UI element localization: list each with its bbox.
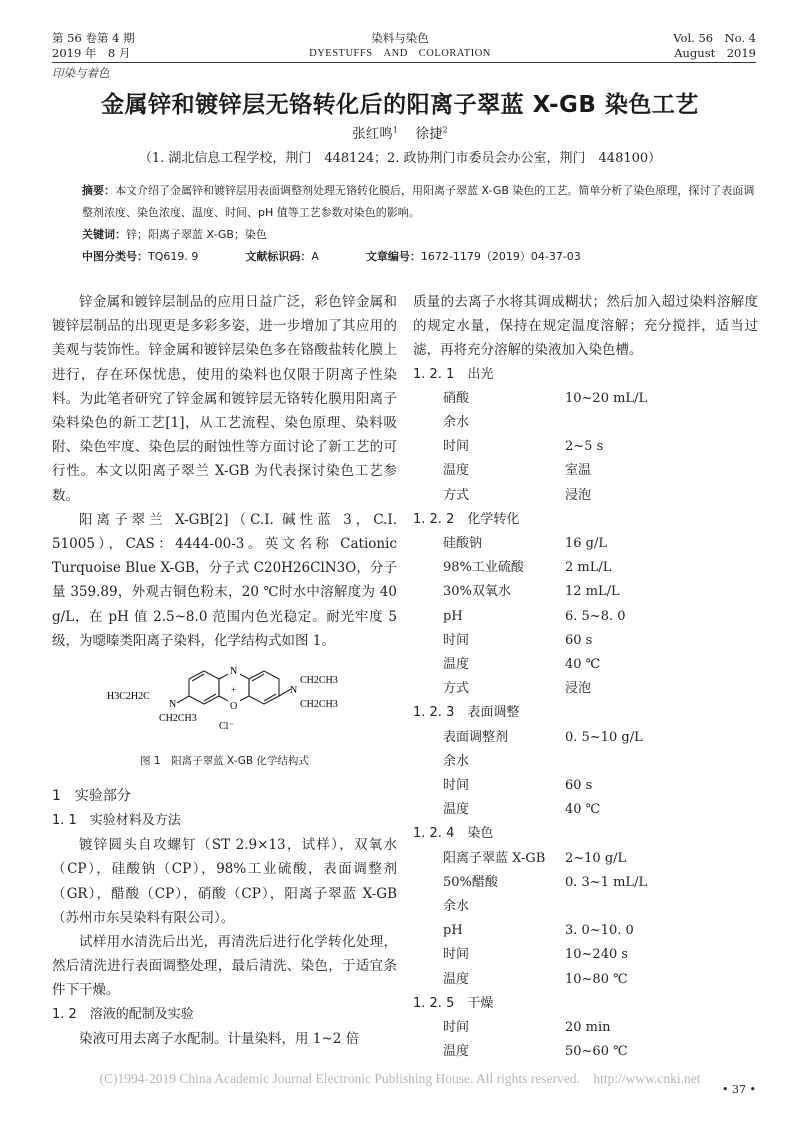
parameter-row — [413, 774, 758, 798]
parameter-row — [413, 580, 758, 604]
parameter-row — [413, 677, 758, 701]
parameter-name: 温度 — [443, 657, 470, 673]
abstract-text: 本文介绍了金属锌和镀锌层用表面调整剂处理无铬转化膜后，用阳离子翠蓝 X-GB 染色的工艺。简单分析了染色原理，探讨了表面调整剂浓度、染色浓度、温度、时间、pH 值等工艺参数对染色的影响。 — [82, 184, 755, 219]
ethyl-group-right-lower: CH2CH3 — [300, 699, 338, 711]
parameter-row — [413, 847, 758, 871]
parameter-name: 温度 — [443, 1044, 470, 1060]
parameter-name: 温度 — [443, 971, 470, 987]
date-en: August 2019 — [674, 46, 756, 60]
parameter-name: 方式 — [443, 681, 470, 697]
process-steps — [413, 363, 758, 1065]
amine-nitrogen-right: N — [290, 685, 298, 697]
doc-code: A — [311, 250, 319, 263]
parameter-value: 20 min — [565, 1020, 611, 1036]
parameter-row — [413, 1016, 758, 1040]
parameter-name: 时间 — [443, 778, 470, 794]
positive-charge: + — [231, 685, 237, 696]
keywords-text: 锌；阳离子翠蓝 X-GB；染色 — [126, 228, 267, 241]
parameter-name: 98%工业硫酸 — [443, 560, 524, 576]
process-step-heading: 1. 2. 4 染色 — [413, 826, 494, 842]
volume-issue-cn: 第 56 卷第 4 期 — [52, 31, 135, 45]
chemical-structure-diagram — [107, 663, 347, 745]
process-step-heading: 1. 2. 1 出光 — [413, 366, 494, 382]
parameter-value: 0. 3~1 mL/L — [565, 874, 648, 890]
author-name: 徐捷 — [415, 126, 443, 142]
parameter-value: 40 ℃ — [565, 657, 601, 673]
parameter-value: 10~80 ℃ — [565, 971, 628, 987]
parameter-row — [413, 411, 758, 435]
parameter-row — [413, 653, 758, 677]
subsection-heading: 1. 1 实验材料及方法 — [52, 813, 181, 829]
parameter-value: 10~240 s — [565, 947, 629, 963]
process-step-heading: 1. 2. 2 化学转化 — [413, 511, 520, 527]
parameter-name: 余水 — [443, 753, 470, 769]
parameter-row — [413, 750, 758, 774]
parameter-value: 60 s — [565, 632, 593, 648]
parameter-value: 50~60 ℃ — [565, 1044, 628, 1060]
parameter-name: 50%醋酸 — [443, 874, 498, 890]
doc-code-label: 文献标识码： — [245, 250, 312, 263]
running-header-right — [673, 31, 756, 61]
ethyl-group-left-upper: H3C2H2C — [107, 691, 150, 703]
parameter-name: 时间 — [443, 947, 470, 963]
parameter-name: 阳离子翠蓝 X-GB — [443, 850, 546, 866]
header-rule — [52, 62, 756, 63]
parameter-value: 2~10 g/L — [565, 850, 627, 866]
author-name: 张红鸣 — [352, 126, 393, 142]
method-paragraph: 试样用水清洗后出光，再清洗后进行化学转化处理，然后清洗进行表面调整处理，最后清洗、染色，于适宜条件下干燥。 — [52, 934, 397, 999]
parameter-value — [565, 750, 758, 774]
amine-nitrogen-left: N — [169, 699, 177, 711]
parameter-row — [413, 726, 758, 750]
preparation-paragraph: 染液可用去离子水配制。计量染料，用 1~2 倍 — [79, 1030, 360, 1047]
ethyl-group-left-lower: CH2CH3 — [159, 713, 197, 725]
parameter-name: 30%双氧水 — [443, 584, 511, 600]
subsection-heading: 1. 2 溶液的配制及实验 — [52, 1006, 194, 1022]
keywords — [82, 224, 762, 246]
parameter-value — [565, 895, 758, 919]
parameter-name: 时间 — [443, 1020, 470, 1036]
parameter-row — [413, 968, 758, 992]
parameter-value: 10~20 mL/L — [565, 390, 648, 406]
parameter-value — [565, 411, 758, 435]
parameter-row — [413, 532, 758, 556]
journal-name-cn: 染料与染色 — [371, 31, 429, 45]
abstract-label: 摘要： — [82, 184, 115, 197]
section-heading: 1 实验部分 — [52, 788, 131, 805]
parameter-value: 16 g/L — [565, 536, 608, 552]
parameter-row — [413, 484, 758, 508]
parameter-row — [413, 919, 758, 943]
parameter-value: 3. 0~10. 0 — [565, 923, 634, 939]
classification-line — [82, 246, 762, 268]
article-number-label: 文章编号： — [365, 250, 421, 263]
paper-title: 金属锌和镀锌层无铬转化后的阳离子翠蓝 X-GB 染色工艺 — [101, 92, 699, 118]
article-number: 1672-1179（2019）04-37-03 — [420, 250, 581, 263]
parameter-value: 浸泡 — [565, 487, 592, 503]
parameter-name: 时间 — [443, 632, 470, 648]
parameter-row — [413, 605, 758, 629]
materials-paragraph: 镀锌圆头自攻螺钉（ST 2.9×13，试样），双氧水（CP），硅酸钠（CP），98%工业硫酸，表面调整剂（GR），醋酸（CP），硝酸（CP），阳离子翠蓝 X-GB（苏州市东吴染料有限公司）。 — [52, 837, 397, 926]
section-tag: 印染与着色 — [52, 66, 110, 80]
clc-number: TQ619. 9 — [148, 250, 199, 263]
parameter-row — [413, 1040, 758, 1064]
journal-name-en: DYESTUFFS AND COLORATION — [309, 48, 491, 59]
parameter-row — [413, 556, 758, 580]
ring-oxygen: O — [230, 701, 238, 713]
right-benzene-ring — [249, 671, 279, 704]
dye-paragraph: 阳离子翠兰 X-GB[2]（C.I. 碱性蓝 3，C.I. 51005），CAS：4444-00-3。英文名称 Cationic Turquoise Blue X-GB，分子式 C20H26ClN3O，分子量 359.89，外观古铜色粉末，20 ℃时水中溶解度为 40 g/L，在 pH 值 2.5~8.0 范围内色光稳定。耐光牢度 5 级，为噁嗪类阳离子染料，化学结构式如图 1。 — [52, 511, 397, 649]
keywords-label: 关键词： — [82, 228, 126, 241]
parameter-value: 12 mL/L — [565, 584, 620, 600]
parameter-name: 温度 — [443, 463, 470, 479]
parameter-value: 0. 5~10 g/L — [565, 729, 643, 745]
chloride-anion: Cl⁻ — [219, 721, 234, 733]
figure-1 — [52, 663, 397, 769]
process-step-heading: 1. 2. 3 表面调整 — [413, 705, 520, 721]
parameter-row — [413, 798, 758, 822]
left-benzene-ring — [189, 671, 219, 704]
parameter-row — [413, 943, 758, 967]
author-list — [0, 122, 800, 142]
parameter-name: 方式 — [443, 487, 470, 503]
right-column — [413, 290, 758, 1065]
parameter-value: 2~5 s — [565, 439, 604, 455]
abstract — [82, 180, 762, 224]
parameter-name: 硝酸 — [443, 390, 470, 406]
parameter-value: 浸泡 — [565, 681, 592, 697]
parameter-row — [413, 871, 758, 895]
author-affil-mark: 2 — [442, 125, 448, 135]
date-cn: 2019 年 8 月 — [52, 46, 131, 60]
parameter-name: pH — [443, 923, 463, 939]
author-affil-mark: 1 — [392, 125, 398, 135]
parameter-row — [413, 459, 758, 483]
parameter-name: 余水 — [443, 899, 470, 915]
parameter-name: pH — [443, 608, 463, 624]
left-column — [52, 290, 397, 1051]
parameter-name: 温度 — [443, 802, 470, 818]
process-step-heading: 1. 2. 5 干燥 — [413, 995, 494, 1011]
copyright-footer: (C)1994-2019 China Academic Journal Electronic Publishing House. All rights reserved. http://www.cnki.net — [99, 1071, 701, 1086]
parameter-value: 60 s — [565, 778, 593, 794]
affiliation: （1. 湖北信息工程学校，荆门 448124；2. 政协荆门市委员会办公室，荆门 448100） — [138, 151, 662, 166]
parameter-row — [413, 895, 758, 919]
parameter-name: 余水 — [443, 415, 470, 431]
page-number: • 37 • — [722, 1083, 756, 1096]
parameter-row — [413, 387, 758, 411]
intro-paragraph: 锌金属和镀锌层制品的应用日益广泛，彩色锌金属和镀锌层制品的出现更是多彩多姿，进一步增加了其应用的美观与装饰性。锌金属和镀锌层染色多在铬酸盐转化膜上进行，存在环保忧患，使用的染料也仅限于阴离子性染料。为此笔者研究了锌金属和镀锌层无铬转化膜用阳离子染料染色的新工艺[1]，从工艺流程、染色原理、染料吸附、染色牢度、染色层的耐蚀性等方面讨论了新工艺的可行性。本文以阳离子翠兰 X-GB 为代表探讨染色工艺参数。 — [52, 294, 397, 504]
parameter-name: 表面调整剂 — [443, 729, 509, 745]
parameter-name: 硅酸钠 — [443, 536, 483, 552]
parameter-row — [413, 435, 758, 459]
parameter-value: 2 mL/L — [565, 560, 612, 576]
parameter-row — [413, 629, 758, 653]
figure-caption: 图 1 阳离子翠蓝 X-GB 化学结构式 — [140, 755, 309, 768]
volume-issue-en: Vol. 56 No. 4 — [673, 31, 756, 45]
clc-label: 中图分类号： — [82, 250, 148, 263]
preparation-paragraph-continued: 质量的去离子水将其调成糊状；然后加入超过染料溶解度的规定水量，保持在规定温度溶解；充分搅拌，适当过滤，再将充分溶解的染液加入染色槽。 — [413, 294, 758, 359]
parameter-value: 6. 5~8. 0 — [565, 608, 626, 624]
parameter-name: 时间 — [443, 439, 470, 455]
parameter-value: 室温 — [565, 463, 592, 479]
parameter-value: 40 ℃ — [565, 802, 601, 818]
ethyl-group-right-upper: CH2CH3 — [300, 675, 338, 687]
ring-nitrogen: N — [230, 666, 238, 678]
